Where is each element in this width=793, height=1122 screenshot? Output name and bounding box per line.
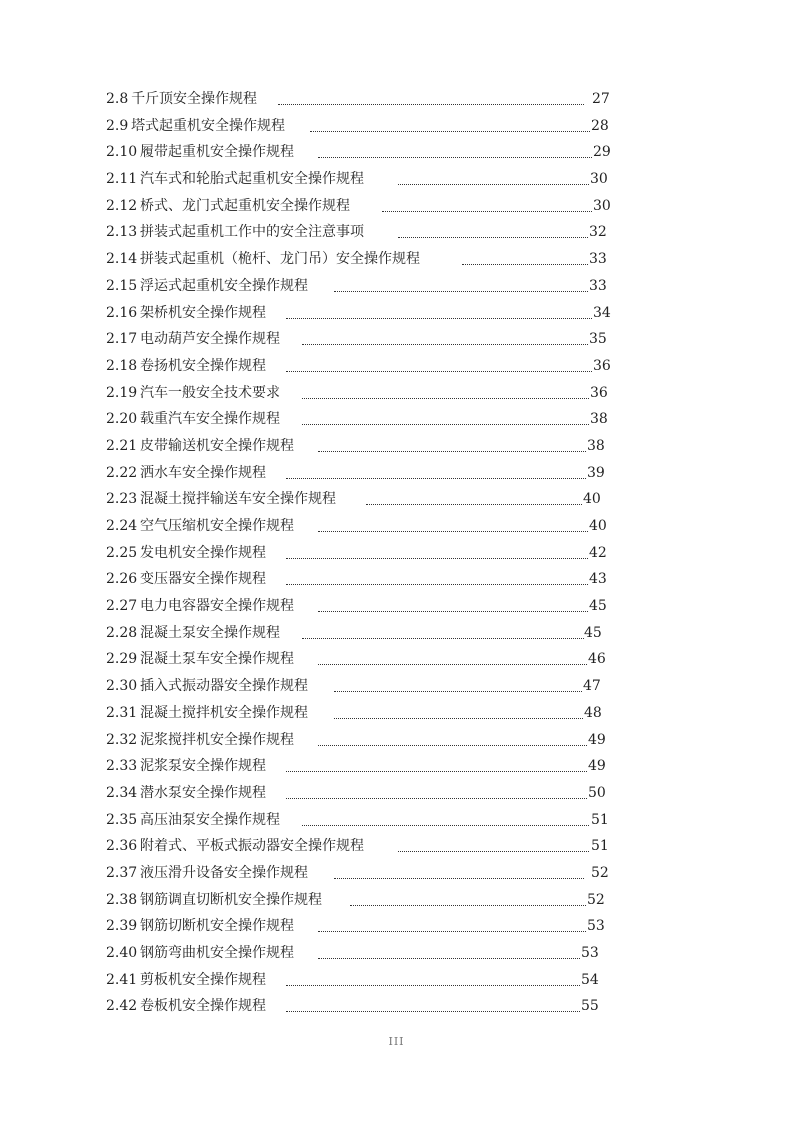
toc-entry-title: [106, 380, 281, 407]
toc-entry-page: 30: [593, 197, 611, 214]
toc-entry[interactable]: [106, 139, 626, 166]
toc-entry-page: 40: [583, 491, 601, 508]
toc-entry-number: 2.29: [106, 651, 138, 668]
dotted-leader: [318, 931, 586, 932]
toc-entry-title: [106, 139, 295, 166]
toc-entry-number: 2.18: [106, 357, 138, 374]
toc-entry-text: 卷板机安全操作规程: [139, 998, 266, 1015]
toc-entry-title: [106, 219, 365, 246]
dotted-leader: [398, 851, 589, 852]
toc-entry-page: 52: [587, 891, 605, 908]
toc-entry[interactable]: [106, 967, 626, 994]
toc-entry-number: 2.41: [106, 971, 138, 988]
toc-entry-page: 39: [587, 464, 605, 481]
toc-entry-number: 2.32: [106, 731, 138, 748]
toc-entry[interactable]: [106, 860, 626, 887]
toc-entry-text: 浮运式起重机安全操作规程: [139, 277, 308, 294]
dotted-leader: [286, 584, 588, 585]
toc-entry[interactable]: [106, 513, 626, 540]
toc-entry-title: [106, 753, 267, 780]
toc-entry-number: 2.28: [106, 624, 138, 641]
toc-entry-page: 55: [581, 998, 599, 1015]
toc-entry-text: 混凝土搅拌输送车安全操作规程: [139, 491, 336, 508]
toc-entry-title: [106, 727, 295, 754]
dotted-leader: [382, 211, 592, 212]
toc-entry-number: 2.33: [106, 758, 138, 775]
toc-entry-title: [106, 807, 281, 834]
toc-entry-title: [106, 353, 267, 380]
toc-entry-page: 45: [584, 624, 602, 641]
toc-entry-number: 2.17: [106, 331, 138, 348]
toc-entry[interactable]: [106, 86, 626, 113]
toc-entry-text: 千斤顶安全操作规程: [131, 91, 258, 107]
toc-entry[interactable]: [106, 380, 626, 407]
dotted-leader: [302, 398, 589, 399]
toc-entry-title: [106, 113, 286, 140]
dotted-leader: [278, 104, 584, 105]
toc-entry-title: [106, 326, 281, 353]
toc-entry-text: 混凝土泵安全操作规程: [139, 624, 280, 641]
dotted-leader: [302, 638, 584, 639]
toc-entry-number: 2.14: [106, 251, 138, 268]
toc-entry-text: 高压油泵安全操作规程: [139, 811, 280, 828]
toc-entry-text: 空气压缩机安全操作规程: [139, 518, 294, 534]
toc-entry-page: 53: [587, 918, 605, 935]
toc-entry-title: [106, 300, 267, 327]
dotted-leader: [286, 798, 587, 799]
dotted-leader: [350, 905, 586, 906]
toc-entry[interactable]: [106, 833, 626, 860]
toc-entry-number: 2.13: [106, 224, 138, 241]
toc-entry-page: 32: [589, 224, 607, 241]
toc-entry-number: 2.37: [106, 864, 138, 881]
toc-entry[interactable]: [106, 913, 626, 940]
toc-entry[interactable]: [106, 219, 626, 246]
toc-entry-text: 卷扬机安全操作规程: [139, 357, 266, 374]
dotted-leader: [318, 451, 586, 452]
toc-entry-page: 38: [590, 411, 608, 428]
toc-entry[interactable]: [106, 593, 626, 620]
toc-entry-title: [106, 566, 267, 593]
dotted-leader: [286, 558, 588, 559]
toc-entry-title: [106, 486, 337, 513]
toc-entry-page: 50: [588, 784, 606, 801]
toc-entry-title: [106, 700, 309, 727]
toc-entry-title: [106, 513, 295, 540]
toc-entry-page: 28: [591, 117, 609, 134]
toc-entry-text: 塔式起重机安全操作规程: [131, 117, 286, 134]
toc-entry-number: 2.39: [106, 918, 138, 935]
toc-entry-page: 51: [591, 838, 609, 855]
toc-entry[interactable]: [106, 940, 626, 967]
toc-entry-number: 2.15: [106, 277, 138, 294]
toc-entry-page: 52: [591, 864, 609, 881]
toc-entry-page: 49: [588, 731, 606, 748]
toc-entry-text: 洒水车安全操作规程: [139, 464, 266, 481]
dotted-leader: [334, 291, 588, 292]
toc-entry[interactable]: [106, 406, 626, 433]
toc-entry[interactable]: [106, 300, 626, 327]
toc-entry-text: 架桥机安全操作规程: [139, 304, 266, 321]
dotted-leader: [302, 825, 589, 826]
toc-entry-text: 钢筋调直切断机安全操作规程: [139, 891, 322, 908]
toc-entry-page: 45: [589, 598, 607, 615]
toc-entry-page: 51: [591, 811, 609, 828]
toc-entry[interactable]: [106, 353, 626, 380]
toc-entry-title: [106, 246, 421, 273]
toc-entry-page: 33: [589, 277, 607, 294]
toc-entry-title: [106, 993, 267, 1020]
toc-entry-text: 剪板机安全操作规程: [139, 971, 266, 988]
toc-entry-text: 泥浆泵安全操作规程: [139, 758, 266, 775]
dotted-leader: [302, 424, 589, 425]
toc-entry-title: [106, 593, 295, 620]
dotted-leader: [318, 664, 587, 665]
toc-entry-page: 48: [584, 704, 602, 721]
toc-entry-text: 插入式振动器安全操作规程: [139, 678, 308, 695]
toc-entry-page: 54: [581, 971, 599, 988]
toc-entry[interactable]: [106, 807, 626, 834]
toc-entry-number: 2.34: [106, 784, 138, 801]
toc-entry-number: 2.42: [106, 998, 138, 1015]
toc-entry-page: 47: [583, 678, 601, 695]
toc-entry-number: 2.20: [106, 411, 138, 428]
toc-entry-page: 46: [588, 651, 606, 668]
toc-entry-text: 桥式、龙门式起重机安全操作规程: [139, 197, 350, 214]
toc-entry-number: 2.9: [106, 117, 129, 134]
toc-entry[interactable]: [106, 460, 626, 487]
toc-entry-text: 泥浆搅拌机安全操作规程: [139, 731, 294, 748]
dotted-leader: [318, 157, 592, 158]
toc-entry-page: 29: [593, 144, 611, 161]
toc-entry-page: 36: [593, 357, 611, 374]
dotted-leader: [286, 318, 592, 319]
toc-entry-number: 2.21: [106, 437, 138, 454]
dotted-leader: [334, 691, 582, 692]
toc-entry-page: 42: [589, 544, 607, 561]
toc-entry-text: 发电机安全操作规程: [139, 544, 266, 561]
toc-entry-number: 2.38: [106, 891, 138, 908]
toc-entry-page: 30: [590, 171, 608, 188]
toc-entry-title: [106, 540, 267, 567]
toc-entry-text: 皮带输送机安全操作规程: [139, 437, 294, 454]
toc-entry-title: [106, 940, 295, 967]
toc-entry[interactable]: [106, 727, 626, 754]
toc-entry[interactable]: [106, 646, 626, 673]
toc-entry[interactable]: [106, 193, 626, 220]
table-of-contents: [106, 86, 626, 1020]
toc-entry-text: 拼装式起重机工作中的安全注意事项: [139, 224, 364, 241]
toc-entry-text: 潜水泵安全操作规程: [139, 784, 266, 801]
toc-entry-text: 汽车式和轮胎式起重机安全操作规程: [139, 171, 364, 188]
dotted-leader: [318, 611, 588, 612]
toc-entry-number: 2.25: [106, 544, 138, 561]
toc-entry-title: [106, 646, 295, 673]
toc-entry-title: [106, 887, 323, 914]
toc-entry-title: [106, 967, 267, 994]
toc-entry-text: 钢筋切断机安全操作规程: [139, 918, 294, 935]
dotted-leader: [366, 504, 582, 505]
dotted-leader: [286, 478, 586, 479]
toc-entry[interactable]: [106, 780, 626, 807]
dotted-leader: [286, 1011, 580, 1012]
toc-entry[interactable]: [106, 700, 626, 727]
toc-entry-title: [106, 780, 267, 807]
toc-entry-page: 38: [587, 437, 605, 454]
toc-entry[interactable]: [106, 887, 626, 914]
toc-entry-page: 27: [592, 91, 610, 107]
toc-entry[interactable]: [106, 246, 626, 273]
toc-entry-page: 53: [581, 945, 599, 961]
toc-entry-text: 附着式、平板式振动器安全操作规程: [139, 838, 364, 855]
dotted-leader: [398, 184, 589, 185]
toc-entry-title: [106, 460, 267, 487]
toc-entry-number: 2.30: [106, 678, 138, 695]
toc-entry-page: 33: [589, 251, 607, 268]
toc-entry-text: 混凝土搅拌机安全操作规程: [139, 704, 308, 721]
dotted-leader: [334, 878, 584, 879]
toc-entry-page: 36: [590, 384, 608, 401]
toc-entry[interactable]: [106, 326, 626, 353]
toc-entry-title: [106, 166, 365, 193]
toc-entry-number: 2.35: [106, 811, 138, 828]
toc-entry-number: 2.40: [106, 945, 138, 961]
toc-entry[interactable]: [106, 113, 626, 140]
toc-entry-title: [106, 406, 281, 433]
toc-entry-text: 电力电容器安全操作规程: [139, 598, 294, 615]
page-number-footer: III: [388, 1035, 405, 1048]
toc-entry-title: [106, 433, 295, 460]
toc-entry[interactable]: [106, 566, 626, 593]
toc-entry[interactable]: [106, 166, 626, 193]
dotted-leader: [318, 531, 588, 532]
toc-entry-number: 2.22: [106, 464, 138, 481]
toc-entry[interactable]: [106, 273, 626, 300]
toc-entry-number: 2.8: [106, 91, 129, 107]
toc-entry[interactable]: [106, 753, 626, 780]
toc-entry[interactable]: [106, 433, 626, 460]
toc-entry-number: 2.16: [106, 304, 138, 321]
toc-entry-text: 拼装式起重机（桅杆、龙门吊）安全操作规程: [139, 251, 420, 268]
toc-entry-page: 34: [593, 304, 611, 321]
dotted-leader: [462, 264, 588, 265]
toc-entry-number: 2.23: [106, 491, 138, 508]
dotted-leader: [286, 985, 580, 986]
toc-entry-title: [106, 833, 365, 860]
toc-entry-text: 履带起重机安全操作规程: [139, 144, 294, 161]
dotted-leader: [318, 745, 587, 746]
dotted-leader: [318, 958, 580, 959]
toc-entry-number: 2.11: [106, 171, 138, 188]
toc-entry-page: 49: [588, 758, 606, 775]
dotted-leader: [310, 131, 590, 132]
toc-entry[interactable]: [106, 673, 626, 700]
toc-entry-number: 2.36: [106, 838, 138, 855]
toc-entry-title: [106, 860, 309, 887]
toc-entry-number: 2.10: [106, 144, 138, 161]
toc-entry-number: 2.31: [106, 704, 138, 721]
toc-entry-text: 载重汽车安全操作规程: [139, 411, 280, 428]
toc-entry-number: 2.19: [106, 384, 138, 401]
toc-entry[interactable]: [106, 540, 626, 567]
dotted-leader: [286, 371, 592, 372]
toc-entry-title: [106, 273, 309, 300]
toc-entry[interactable]: [106, 486, 626, 513]
toc-entry-number: 2.24: [106, 518, 138, 534]
dotted-leader: [398, 237, 588, 238]
toc-entry-text: 汽车一般安全技术要求: [139, 384, 280, 401]
toc-entry-text: 液压滑升设备安全操作规程: [139, 864, 308, 881]
toc-entry-text: 电动葫芦安全操作规程: [139, 331, 280, 348]
toc-entry-text: 钢筋弯曲机安全操作规程: [139, 945, 294, 961]
toc-entry-title: [106, 86, 258, 113]
toc-entry[interactable]: [106, 993, 626, 1020]
toc-entry-number: 2.12: [106, 197, 138, 214]
toc-entry-text: 混凝土泵车安全操作规程: [139, 651, 294, 668]
dotted-leader: [286, 771, 587, 772]
toc-entry-number: 2.27: [106, 598, 138, 615]
toc-entry-page: 35: [589, 331, 607, 348]
toc-entry-text: 变压器安全操作规程: [139, 571, 266, 588]
toc-entry-number: 2.26: [106, 571, 138, 588]
toc-entry-page: 40: [589, 518, 607, 534]
toc-entry-page: 43: [589, 571, 607, 588]
toc-entry-title: [106, 673, 309, 700]
dotted-leader: [302, 344, 588, 345]
toc-entry-title: [106, 193, 351, 220]
toc-entry[interactable]: [106, 620, 626, 647]
toc-entry-title: [106, 913, 295, 940]
dotted-leader: [334, 718, 583, 719]
toc-entry-title: [106, 620, 281, 647]
